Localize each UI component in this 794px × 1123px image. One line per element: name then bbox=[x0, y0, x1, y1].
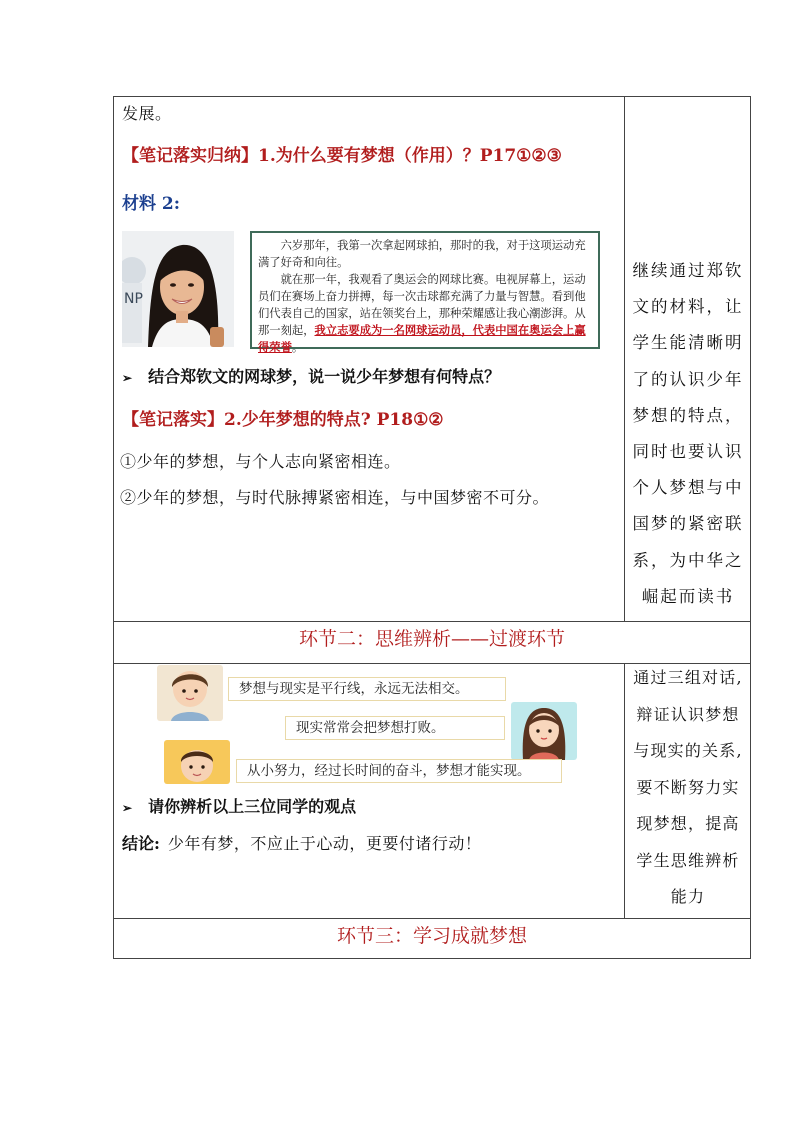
side-note-line: 学生思维辨析 bbox=[636, 850, 740, 870]
question-2-text: 请你辨析以上三位同学的观点 bbox=[148, 797, 357, 816]
side-note-line: 崛起而读书 bbox=[641, 586, 735, 606]
girl-avatar bbox=[511, 702, 577, 760]
story-paragraph-2 bbox=[258, 271, 592, 356]
conclusion-label: 结论: bbox=[122, 834, 160, 853]
conclusion-text: 少年有梦，不应止于心动，更要付诸行动！ bbox=[167, 834, 482, 853]
story-period: 。 bbox=[291, 341, 304, 354]
story-highlight: 我立志要成为一名网球运动员，代表中国在奥运会上赢得荣誉 bbox=[258, 324, 586, 354]
story-box bbox=[250, 231, 600, 354]
athlete-photo bbox=[122, 231, 234, 347]
story-paragraph-1: 六岁那年，我第一次拿起网球拍，那时的我，对于这项运动充满了好奇和向往。 bbox=[258, 239, 586, 269]
side-note-line: 能力 bbox=[670, 887, 706, 906]
story-text: 就在那一年，我观看了奥运会的网球比赛。电视屏幕上，运动员们在赛场上奋力拼搏，每一次击球都充满了力量与智慧。看到他们代表自己的国家，站在领奖台上，那种荣耀感让我心潮澎湃。从那一刻起， bbox=[258, 273, 586, 337]
side-note-line: 学生能清晰明 bbox=[632, 333, 744, 353]
side-note-line: 辩证认识梦想 bbox=[636, 704, 740, 724]
side-note-1 bbox=[626, 253, 750, 615]
question-2 bbox=[122, 794, 356, 817]
side-note-line: 现梦想，提高 bbox=[636, 814, 740, 833]
top-text: 发展。 bbox=[122, 104, 172, 123]
side-note-line: 梦想的特点， bbox=[632, 405, 744, 425]
side-note-2 bbox=[626, 660, 750, 916]
feature-2: ②少年的梦想，与时代脉搏紧密相连，与中国梦密不可分。 bbox=[120, 488, 550, 507]
boy-avatar-1 bbox=[157, 665, 223, 721]
column-divider bbox=[624, 97, 625, 621]
side-note-line: 了的认识少年 bbox=[632, 369, 744, 389]
row-divider bbox=[114, 621, 750, 622]
lesson-table bbox=[113, 96, 751, 959]
dialog-bubble-2: 现实常常会把梦想打败。 bbox=[285, 716, 505, 740]
material-2-label: 材料 2: bbox=[122, 194, 181, 214]
section-2-title: 环节二：思维辨析——过渡环节 bbox=[298, 628, 565, 650]
side-note-line: 继续通过郑钦 bbox=[632, 261, 744, 280]
dialog-bubble-3: 从小努力，经过长时间的奋斗，梦想才能实现。 bbox=[236, 759, 562, 783]
note-heading-1: 【笔记落实归纳】1.为什么要有梦想（作用）？P17①②③ bbox=[122, 146, 562, 166]
svg-text:NP: NP bbox=[124, 291, 143, 307]
side-note-line: 通过三组对话, bbox=[633, 668, 743, 687]
side-note-line: 系，为中华之 bbox=[632, 550, 744, 570]
bullet-arrow-icon: ➢ bbox=[122, 371, 133, 385]
dialog-bubble-1: 梦想与现实是平行线，永远无法相交。 bbox=[228, 677, 506, 701]
section-3-title: 环节三：学习成就梦想 bbox=[336, 925, 527, 947]
bullet-arrow-icon: ➢ bbox=[122, 801, 133, 815]
conclusion bbox=[122, 831, 481, 854]
feature-1: ①少年的梦想，与个人志向紧密相连。 bbox=[120, 452, 401, 471]
row-divider bbox=[114, 918, 750, 919]
column-divider bbox=[624, 663, 625, 918]
note-heading-2: 【笔记落实】2.少年梦想的特点? P18①② bbox=[122, 410, 444, 430]
side-note-line: 个人梦想与中 bbox=[632, 478, 744, 498]
side-note-line: 同时也要认识 bbox=[632, 442, 744, 462]
side-note-line: 与现实的关系, bbox=[633, 741, 743, 760]
boy-avatar-2 bbox=[164, 740, 230, 784]
side-note-line: 文的材料，让 bbox=[632, 297, 744, 317]
question-1-text: 结合郑钦文的网球梦，说一说少年梦想有何特点？ bbox=[148, 367, 501, 386]
question-1 bbox=[122, 364, 500, 387]
side-note-line: 要不断努力实 bbox=[636, 777, 740, 797]
side-note-line: 国梦的紧密联 bbox=[632, 514, 744, 534]
